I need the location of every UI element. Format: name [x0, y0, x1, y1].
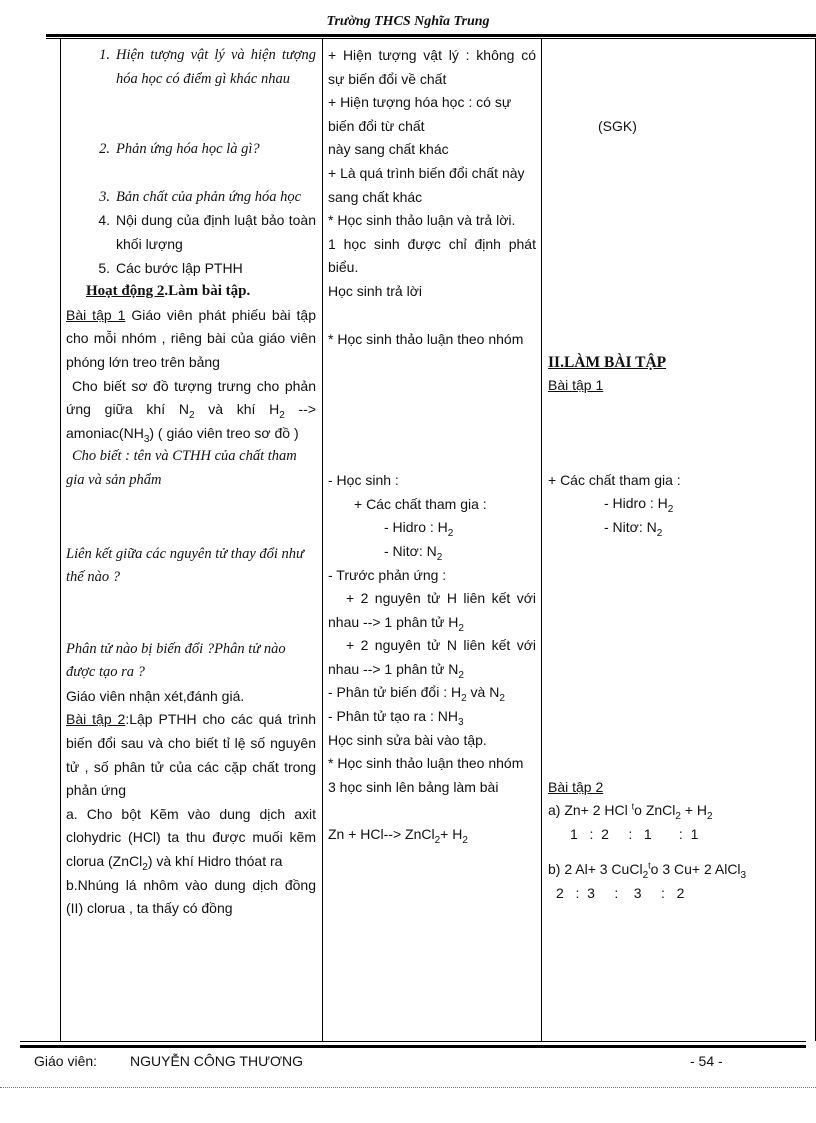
ratio-b: 2 : 3 : 3 : 2: [556, 884, 685, 901]
page-number: - 54 -: [690, 1053, 723, 1069]
student-correction: Học sinh sửa bài vào tập.: [328, 731, 487, 748]
exercise-1-label: Bài tập 1: [548, 377, 604, 394]
reactants-label: + Các chất tham gia :: [354, 495, 487, 512]
sgk-reference: (SGK): [598, 118, 637, 134]
student-label: - Học sinh :: [328, 472, 399, 489]
exercise-2-label: Bài tập 2: [548, 778, 604, 795]
question-2: 2. Phản ứng hóa học là gì?: [99, 141, 260, 158]
hydrogen-item: - Hidro : $H_2$: [604, 495, 674, 516]
student-activity-column: [328, 44, 536, 847]
question-1: 1. Hiện tượng vật lý và hiện tượng hóa học có điểm gì khác nhau: [99, 47, 316, 87]
exercise-1-reaction: Cho biết sơ đồ tượng trưng cho phản ứng giữa khí $N_2$ và khí $H_2$ --> $amoniac(NH_3)$ ( giáo viên treo sơ đồ ): [66, 377, 316, 445]
exercise-1-intro: Bài tập 1 Giáo viên phát phiếu bài tập cho mỗi nhóm , riêng bài của giáo viên phóng lớn treo trên bảng: [66, 306, 316, 370]
answer-5: * Học sinh thảo luận và trả lời.: [328, 212, 516, 229]
header-rule-thick: [46, 34, 816, 37]
section-heading: II.LÀM BÀI TẬP: [548, 353, 667, 371]
exercise-2-intro: Bài tập 2:Lập PTHH cho các quá trình biến đổi sau và cho biết tỉ lệ số nguyên tử , số phân tử của các cặp chất trong phản ứng: [66, 711, 316, 799]
hydrogen-item: - Hidro : $H_2$: [384, 519, 454, 540]
question-5: 5. Các bước lập PTHH: [98, 259, 243, 276]
question-4: 4. Nội dung của định luật bảo toàn khối lượng: [98, 212, 316, 252]
answer-1: + Hiện tượng vật lý : không có sự biến đổi về chất: [328, 47, 536, 87]
question-3: 3. Bản chất của phản ứng hóa học: [99, 188, 302, 205]
exercise-1-question: Cho biết : tên và CTHH của chất tham gia và sản phẩm: [66, 448, 297, 488]
exercise-2-part-b: b.Nhúng lá nhôm vào dung dịch đồng (II) clorua , ta thấy có đồng: [66, 876, 316, 917]
formed-molecule: - Phân tử tạo ra : $NH_3$: [328, 708, 464, 728]
table-divider-1: [322, 38, 323, 1041]
footer-rule-thick: [20, 1045, 806, 1048]
footer-rule-thin: [20, 1041, 806, 1042]
equation-a: Zn + HCl--> ZnCl$_2$+ $H_2$: [328, 826, 468, 847]
group-discussion: * Học sinh thảo luận theo nhóm: [328, 330, 524, 347]
teacher-activity-column: [66, 44, 316, 921]
reactants-label: + Các chất tham gia :: [548, 471, 681, 488]
answer-6: 1 học sinh được chỉ định phát biểu.: [328, 235, 536, 276]
before-reaction: - Trước phản ứng :: [328, 566, 447, 583]
header-rule-thin: [46, 38, 816, 39]
teacher-evaluation: Giáo viên nhận xét,đánh giá.: [66, 687, 245, 704]
answer-3: này sang chất khác: [328, 141, 449, 158]
nitrogen-bond: + 2 nguyên tử N liên kết với nhau --> 1 phân tử $N_2$: [328, 637, 536, 681]
table-divider-2: [541, 38, 542, 1041]
answer-4: + Là quá trình biến đổi chất này sang chất khác: [328, 164, 525, 205]
school-header: Trường THCS Nghĩa Trung: [326, 14, 490, 29]
teacher-label: Giáo viên:: [34, 1053, 98, 1069]
content-column: [548, 44, 810, 906]
activity-2-heading: Hoạt động 2.Làm bài tập.: [86, 283, 251, 300]
exercise-2-part-a: a. Cho bột Kẽm vào dung dịch axit clohydric (HCl) ta thu được muối kẽm clorua (ZnCl$_2$) và khí Hidro thóat ra: [66, 805, 316, 873]
answer-7: Học sinh trả lời: [328, 282, 422, 299]
nitrogen-item: - Nitơ: $N_2$: [384, 542, 443, 563]
changed-molecules: - Phân tử biến đổi : $H_2$ và $N_2$: [328, 684, 505, 705]
ratio-a: 1 : 2 : 1 : 1: [570, 825, 699, 842]
hydrogen-bond: + 2 nguyên tử H liên kết với nhau --> 1 phân tử $H_2$: [328, 590, 536, 634]
molecule-question: Phân tử nào bị biến đổi ?Phân tử nào được tạo ra ?: [66, 640, 286, 681]
teacher-name: NGUYỄN CÔNG THƯƠNG: [130, 1053, 304, 1069]
table-border-left: [60, 38, 61, 1041]
answer-2: + Hiện tượng hóa học : có sự biến đổi từ chất: [328, 94, 512, 134]
equation-b: b) 2 Al+ 3 CuCl$_2^t$o 3 Cu+ 2 AlCl$_3$: [548, 860, 747, 882]
nitrogen-item: - Nitơ: $N_2$: [604, 518, 663, 539]
three-students: 3 học sinh lên bảng làm bài: [328, 778, 499, 795]
page-edge-rule: [0, 1087, 816, 1088]
bond-question: Liên kết giữa các nguyên tử thay đổi như thế nào ?: [66, 545, 304, 586]
equation-a: a) Zn+ 2 HCl $^t$o ZnCl$_2$ + $H_2$: [548, 801, 713, 822]
group-discussion-2: * Học sinh thảo luận theo nhóm: [328, 755, 524, 772]
